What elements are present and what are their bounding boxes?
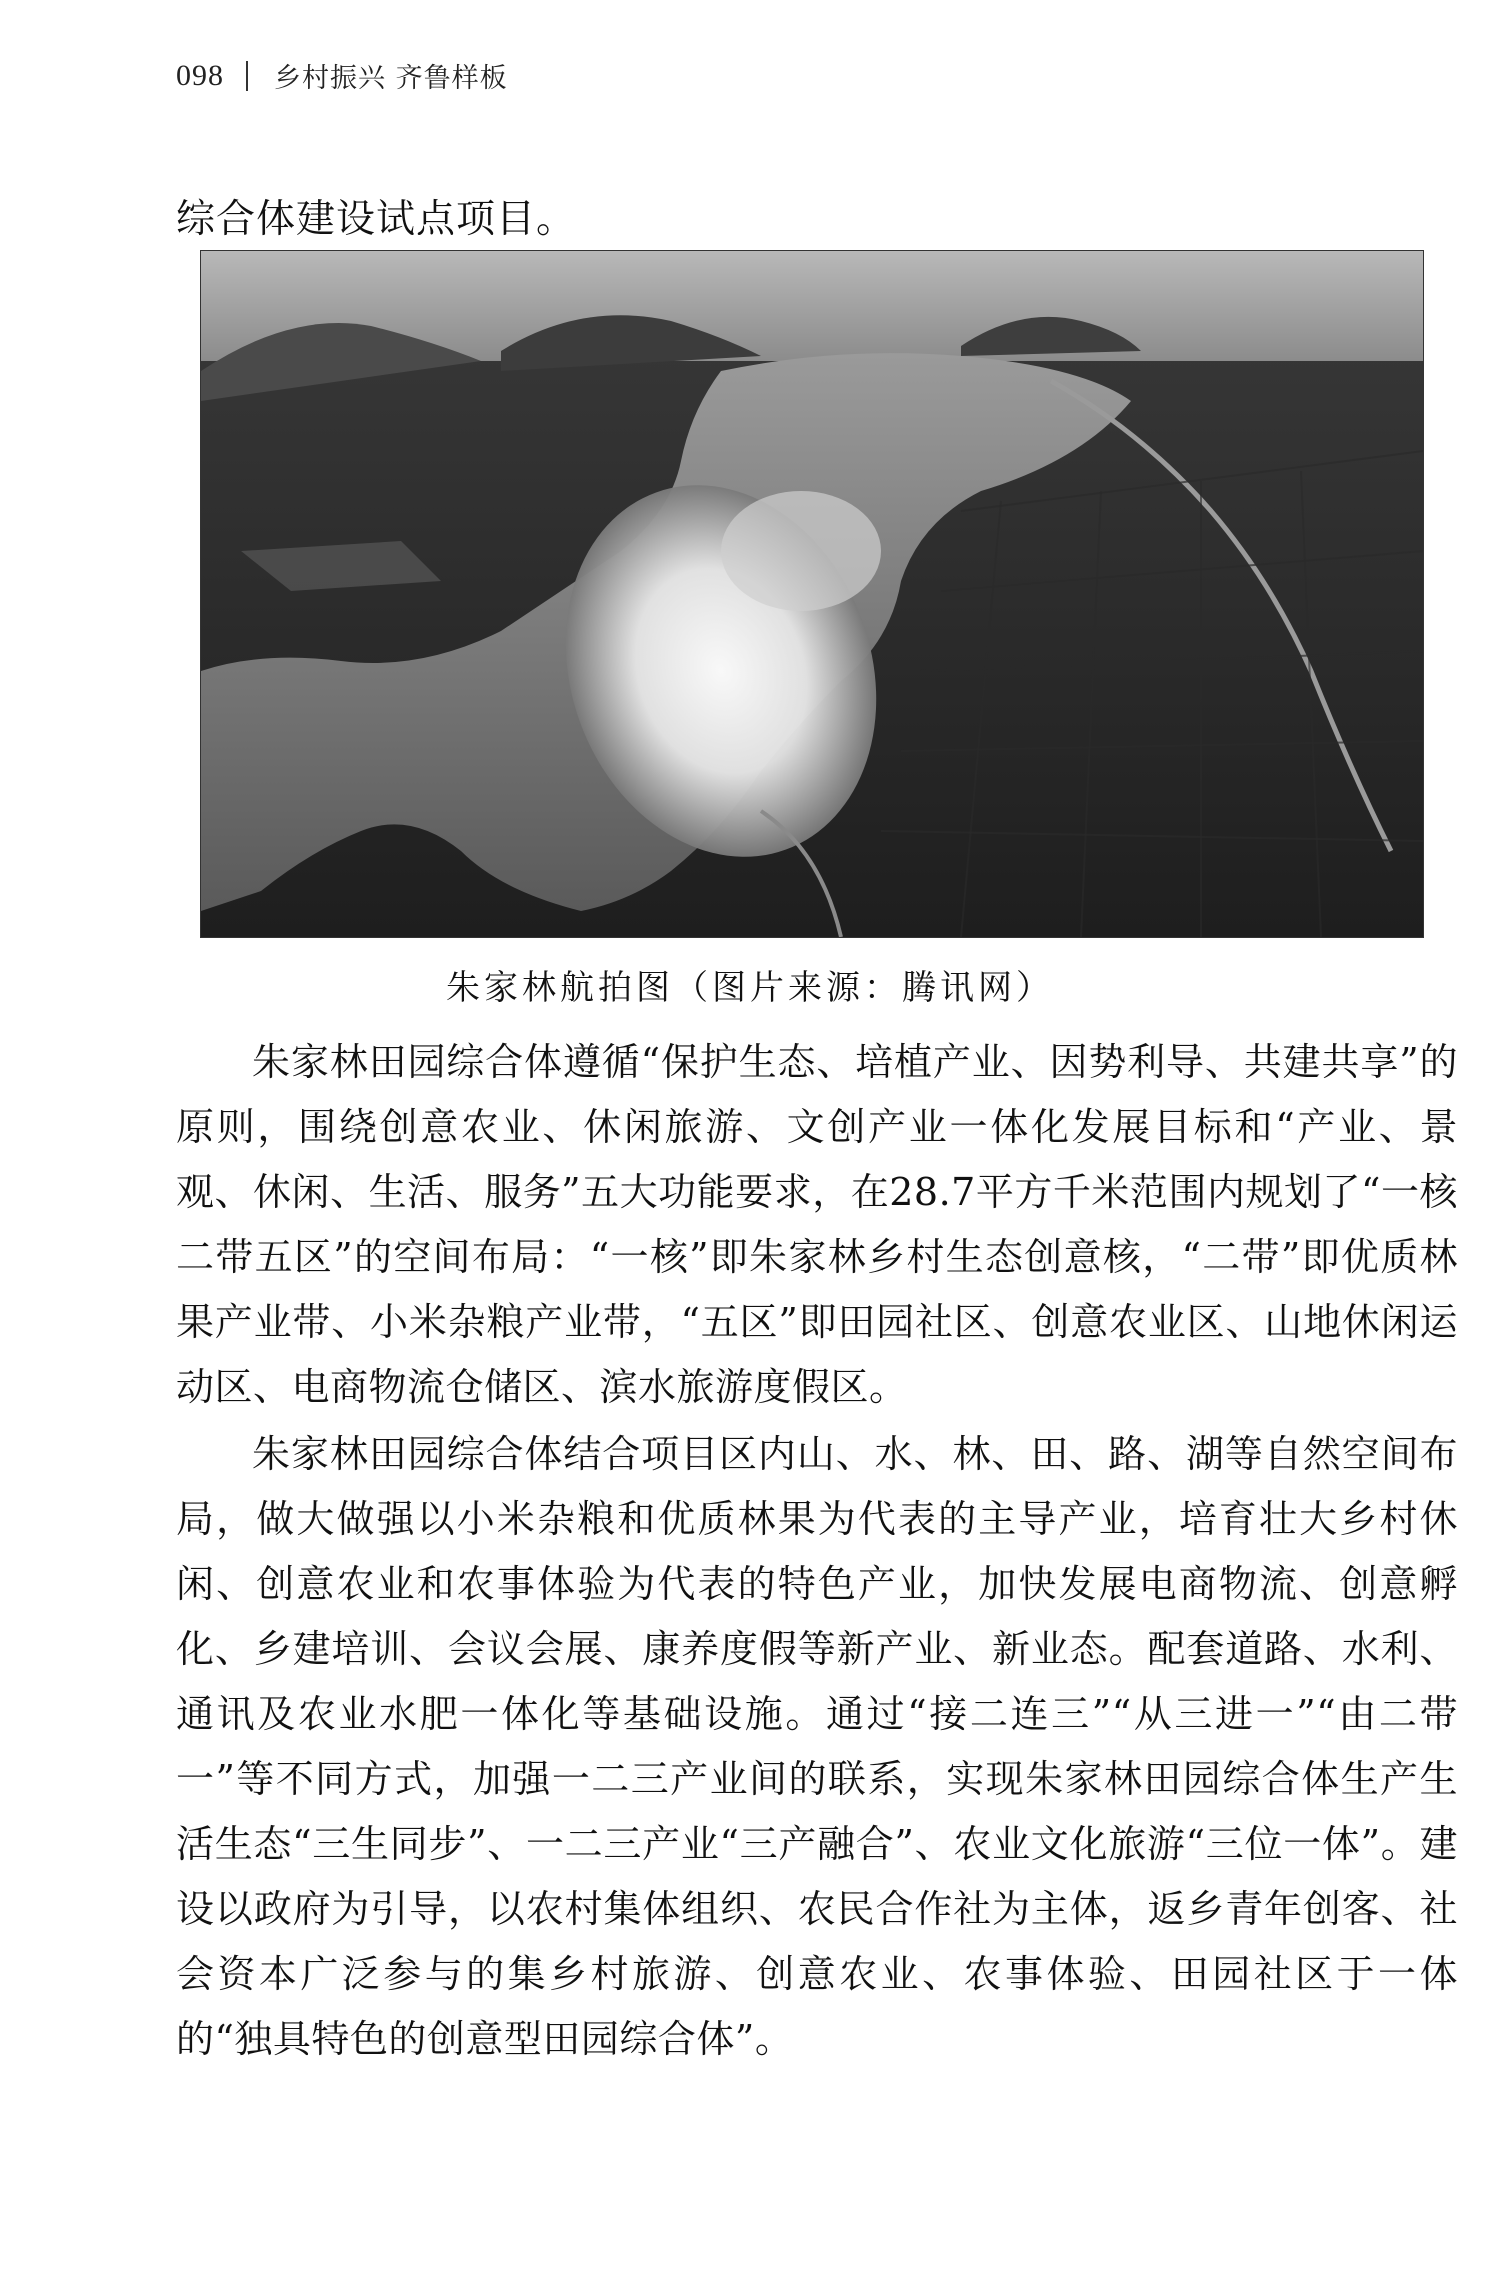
page-number: 098 — [176, 58, 224, 92]
header-divider — [246, 61, 248, 91]
paragraph: 朱家林田园综合体遵循“保护生态、培植产业、因势利导、共建共享”的原则，围绕创意农业、休闲旅游、文创产业一体化发展目标和“产业、景观、休闲、生活、服务”五大功能要求，在28.7平方千米范围内规划了“一核二带五区”的空间布局：“一核”即朱家林乡村生态创意核，“二带”即优质林果产业带、小米杂粮产业带，“五区”即田园社区、创意农业区、山地休闲运动区、电商物流仓储区、滨水旅游度假区。 — [176, 1040, 1458, 1409]
aerial-photo — [200, 250, 1424, 938]
figure-caption: 朱家林航拍图（图片来源：腾讯网） — [446, 968, 1054, 1008]
body-text — [176, 1030, 1458, 2074]
continued-sentence: 综合体建设试点项目。 — [176, 197, 577, 242]
paragraph: 朱家林田园综合体结合项目区内山、水、林、田、路、湖等自然空间布局，做大做强以小米杂粮和优质林果为代表的主导产业，培育壮大乡村休闲、创意农业和农事体验为代表的特色产业，加快发展电商物流、创意孵化、乡建培训、会议会展、康养度假等新产业、新业态。配套道路、水利、通讯及农业水肥一体化等基础设施。通过“接二连三”“从三进一”“由二带一”等不同方式，加强一二三产业间的联系，实现朱家林田园综合体生产生活生态“三生同步”、一二三产业“三产融合”、农业文化旅游“三位一体”。建设以政府为引导，以农村集体组织、农民合作社为主体，返乡青年创客、社会资本广泛参与的集乡村旅游、创意农业、农事体验、田园社区于一体的“独具特色的创意型田园综合体”。 — [176, 1432, 1458, 2061]
running-header — [176, 56, 508, 95]
book-title: 乡村振兴 齐鲁样板 — [274, 63, 508, 94]
